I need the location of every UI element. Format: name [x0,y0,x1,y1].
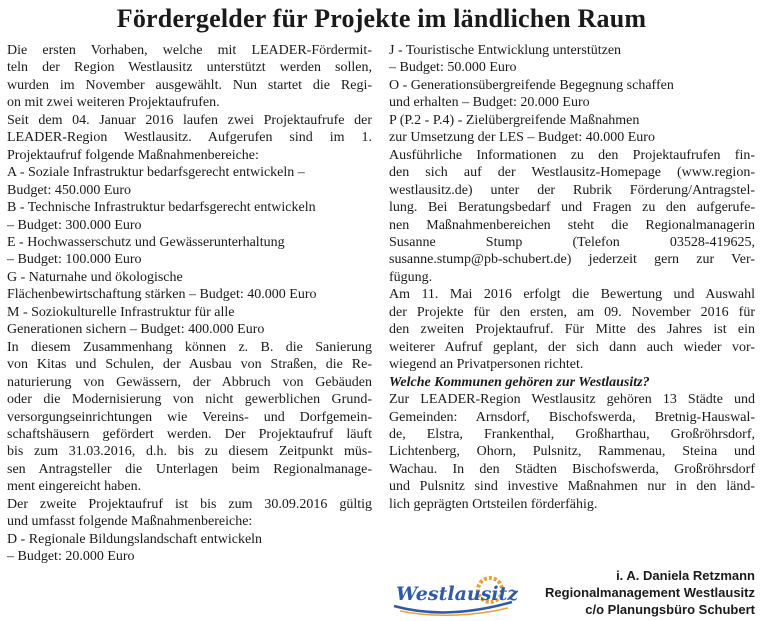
text-line: susanne.stump@pb-schubert.de) jederzeit gern zur Ver- [389,252,755,268]
text-line: Gemeinden: Arnsdorf, Bischofswerda, Bretnig-Hauswal- [389,409,755,425]
left-column [7,42,372,566]
signature-name: i. A. Daniela Retzmann [616,568,755,583]
text-line: fügung. [389,269,433,285]
text-line: M - Soziokulturelle Infrastruktur für alle [7,304,235,320]
subheading: Welche Kommunen gehören zur Westlausitz? [389,374,650,390]
text-line: den sich auf der Westlausitz-Homepage (www.region- [389,165,755,181]
text-line: Flächenbewirtschaftung stärken – Budget: 40.000 Euro [7,287,317,303]
text-line: – Budget: 20.000 Euro [7,549,135,565]
text-line: Am 11. Mai 2016 erfolgt die Bewertung und Auswahl [389,287,755,303]
text-line: de, Elstra, Frankenthal, Großharthau, Großröhrsdorf, [389,426,755,442]
signature-block [545,567,755,618]
text-line: J - Touristische Entwicklung unterstützen [389,43,622,58]
text-line: schaftshäusern gefördert werden. Der Projektaufruf läuft [7,426,372,442]
text-line: B - Technische Infrastruktur bedarfsgerecht entwickeln [7,200,316,216]
text-line: A - Soziale Infrastruktur bedarfsgerecht entwickeln – [7,165,305,181]
text-line: Seit dem 04. Januar 2016 laufen zwei Projektaufrufe der [7,112,372,128]
signature-org: Regionalmanagement Westlausitz [545,585,755,600]
text-line: Zur LEADER-Region Westlausitz gehören 13 Städte und [389,392,755,408]
text-line: Generationen sichern – Budget: 400.000 Euro [7,322,265,338]
text-line: – Budget: 300.000 Euro [7,217,142,233]
text-line: O - Generationsübergreifende Begegnung schaffen [389,77,674,93]
text-line: P (P.2 - P.4) - Zielübergreifende Maßnahmen [389,112,640,128]
text-line: Projektaufruf folgende Maßnahmenbereiche: [7,147,259,163]
text-line: westlausitz.de) unter der Rubrik Förderung/Antragstel- [389,182,755,198]
westlausitz-logo [390,572,518,618]
text-line: von Kitas und Schulen, der Ausbau von Straßen, die Re- [7,357,372,373]
text-line: teln der Region Westlausitz unterstützt werden sollen, [7,60,372,76]
text-line: sen Antragsteller die Unterlagen beim Regionalmanage- [7,461,372,477]
text-line: und Pulsnitz sind investive Maßnahmen nur in den länd- [389,479,755,495]
text-line: oder die Modernisierung von nicht gewerblichen Grund- [7,392,372,408]
text-line: Die ersten Vorhaben, welche mit LEADER-Fördermit- [7,43,372,58]
text-line: wurden im November ausgewählt. Nun startet die Regi- [7,77,372,93]
text-line: LEADER-Region Westlausitz. Aufgerufen sind im 1. [7,130,372,146]
text-line: wiegend an Privatpersonen richtet. [389,357,584,373]
right-column [389,42,755,513]
text-line: D - Regionale Bildungslandschaft entwickeln [7,531,263,547]
text-line: versorgungseinrichtungen wie Vereins- und Dorfgemein- [7,409,372,425]
article-title: Fördergelder für Projekte im ländlichen Raum [116,4,647,33]
text-line: lich geprägten Ortsteilen förderfähig. [389,496,598,512]
text-line: Der zweite Projektaufruf ist bis zum 30.09.2016 gültig [7,496,372,512]
text-line: zur Umsetzung der LES – Budget: 40.000 Euro [389,130,655,146]
text-line: nen Maßnahmenbereichen steht die Regionalmanagerin [389,217,755,233]
text-line: weiterer Aufruf geplant, der sich dann auch wieder vor- [389,339,755,355]
text-line: naturierung von Gewässern, der Abbruch von Gebäuden [7,374,372,390]
text-line: on mit zwei weiteren Projektaufrufen. [7,95,220,111]
text-line: und umfasst folgende Maßnahmenbereiche: [7,514,253,530]
text-line: – Budget: 50.000 Euro [389,60,517,76]
text-line: lung. Bei Beratungsbedarf und Fragen zu den aufgerufe- [389,200,755,216]
signature-office: c/o Planungsbüro Schubert [585,602,755,617]
text-line: der Projekte für den ersten, am 09. November 2016 für [389,304,755,320]
logo-wordmark: Westlausitz [396,583,518,605]
text-line: Susanne Stump (Telefon 03528-419625, [389,234,755,250]
text-line: – Budget: 100.000 Euro [7,252,142,268]
text-line: G - Naturnahe und ökologische [7,269,183,285]
text-line: bis zum 31.03.2016, d.h. bis zu diesem Zeitpunkt müs- [7,444,372,460]
text-line: und erhalten – Budget: 20.000 Euro [389,95,590,111]
text-line: Wachau. In den Städten Bischofswerda, Großröhrsdorf [389,461,755,477]
text-line: den zweiten Projektaufruf. Für Mitte des Jahres ist ein [389,322,755,338]
text-line: Budget: 450.000 Euro [7,182,132,198]
text-line: E - Hochwasserschutz und Gewässerunterhaltung [7,234,285,250]
text-line: Ausführliche Informationen zu den Projektaufrufen fin- [389,147,755,163]
text-line: In diesem Zusammenhang können z. B. die Sanierung [7,339,372,355]
text-line: ment eingereicht haben. [7,479,142,495]
text-line: Lichtenberg, Ohorn, Pulsnitz, Rammenau, Steina und [389,444,755,460]
